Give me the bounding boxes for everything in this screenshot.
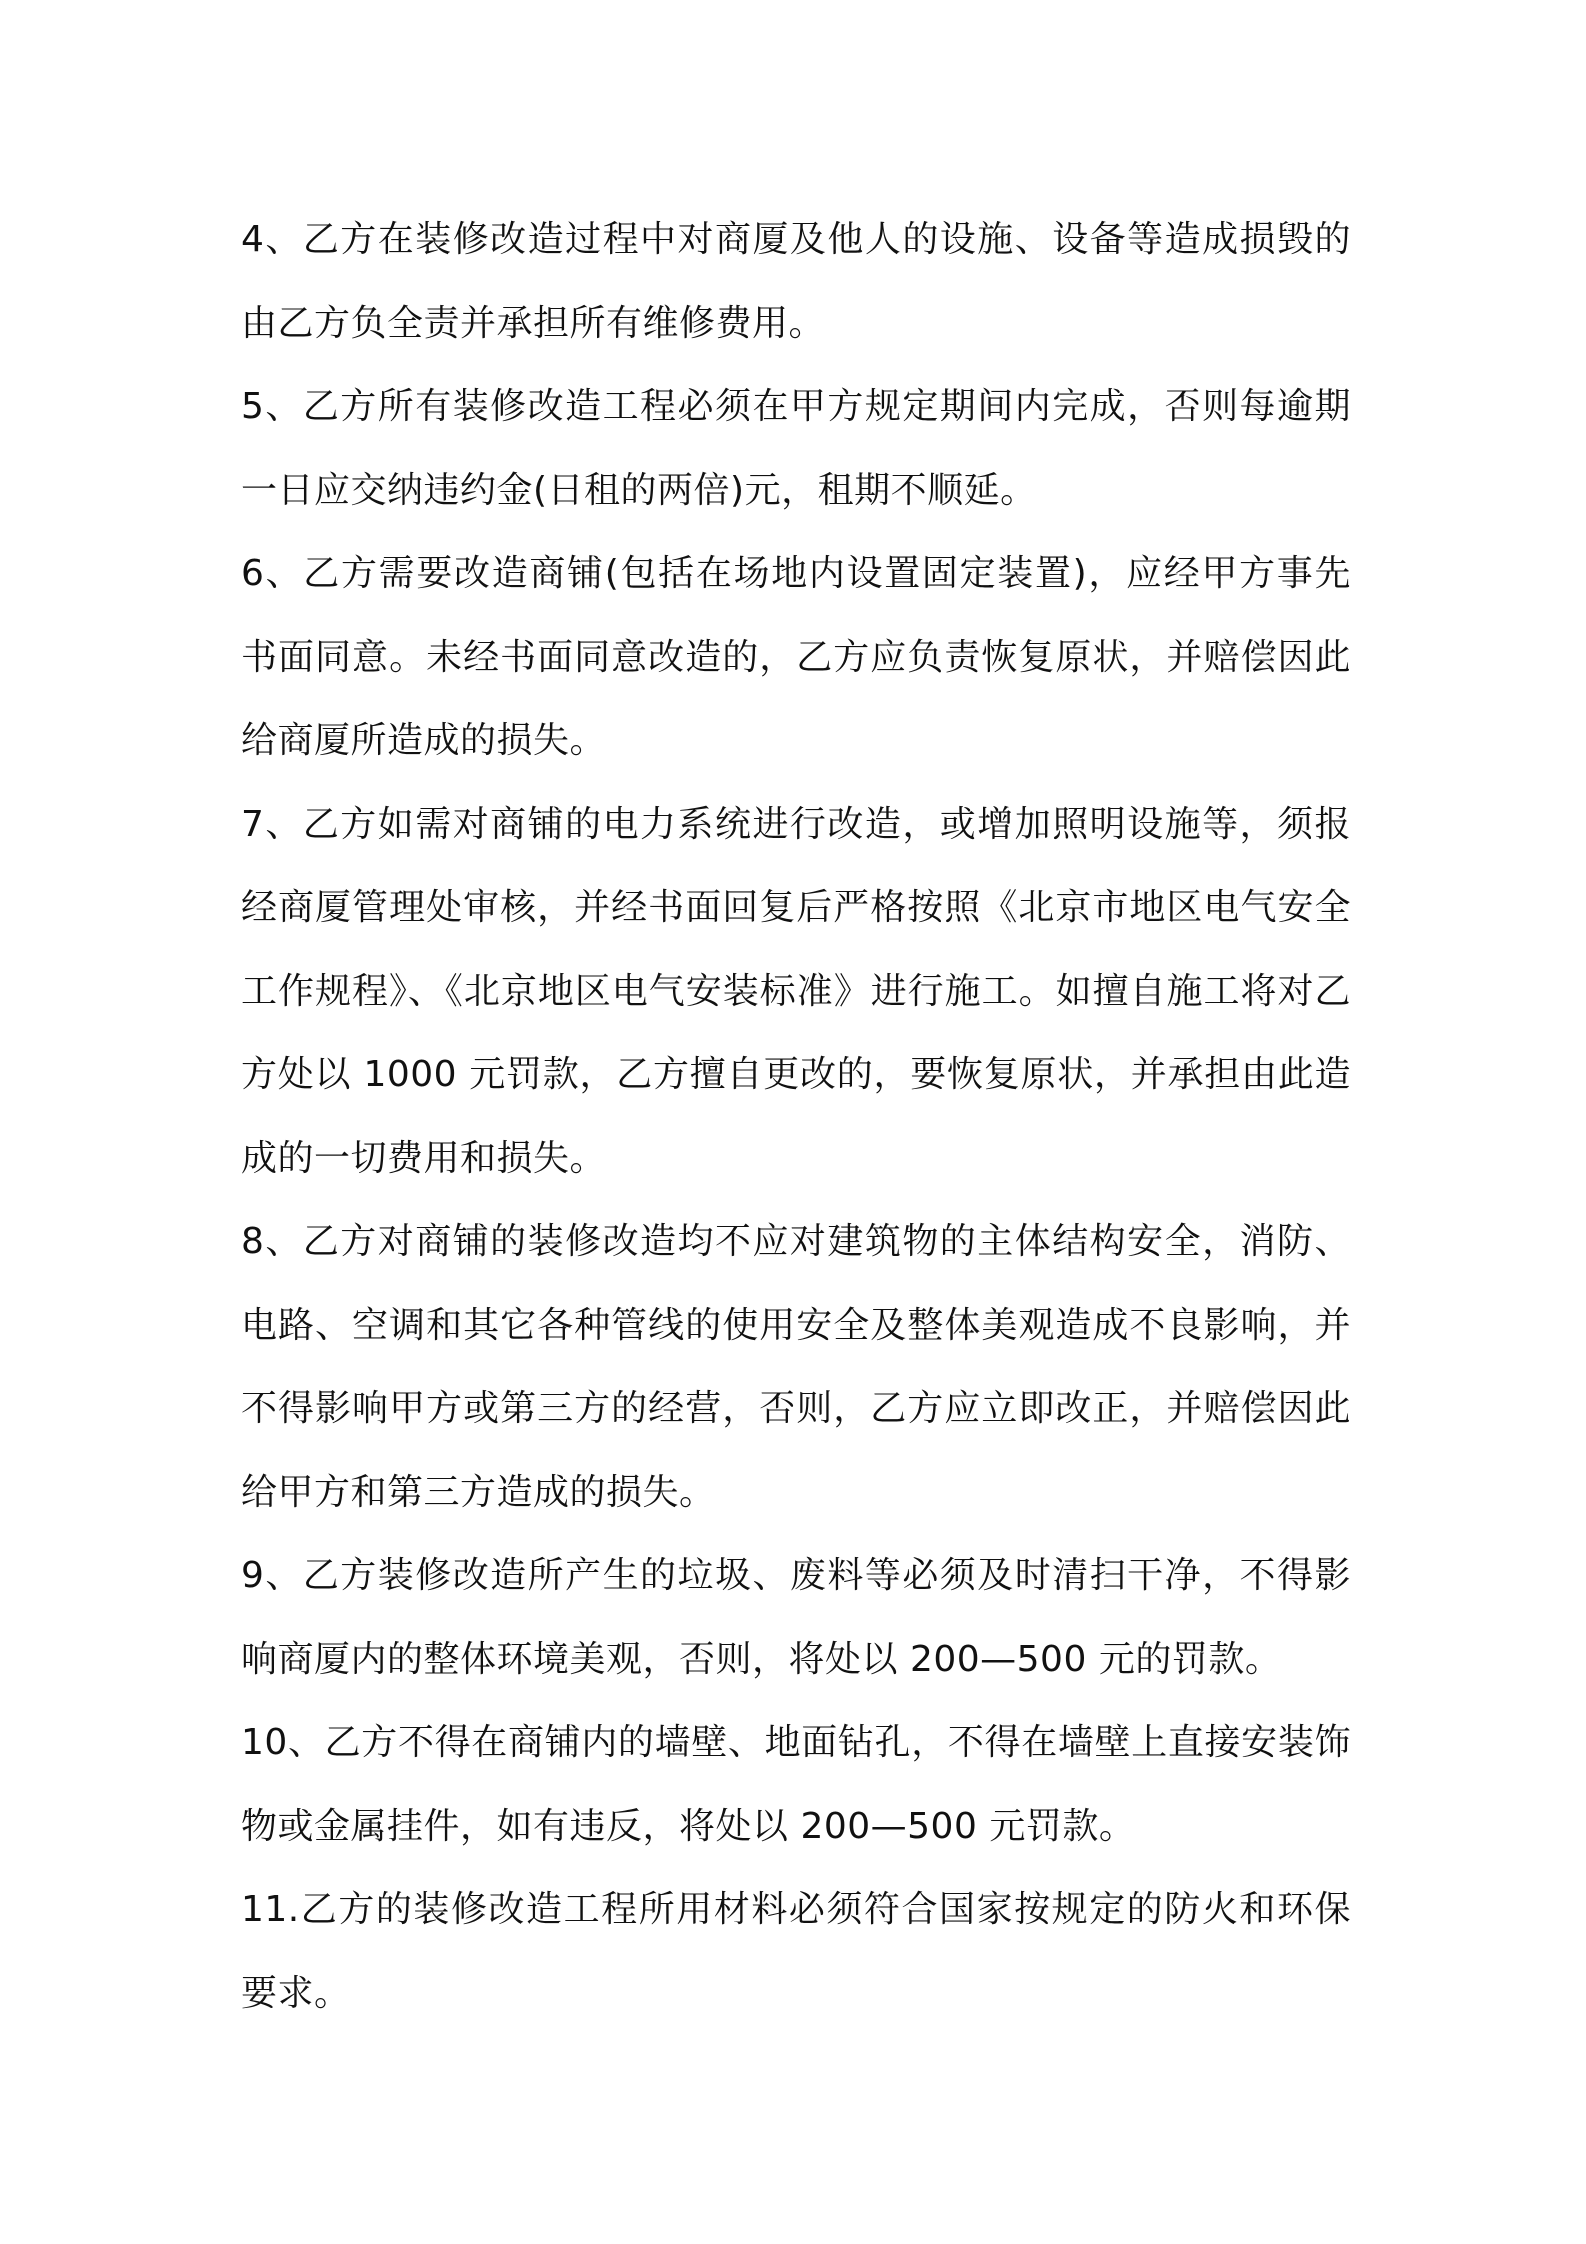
- text-line: 书面同意。未经书面同意改造的，乙方应负责恢复原状，并赔偿因此: [241, 636, 1351, 678]
- text-line: 6、乙方需要改造商铺(包括在场地内设置固定装置)，应经甲方事先: [241, 553, 1351, 594]
- text-line: 5、乙方所有装修改造工程必须在甲方规定期间内完成，否则每逾期: [241, 386, 1351, 427]
- text-line: 电路、空调和其它各种管线的使用安全及整体美观造成不良影响，并: [241, 1304, 1351, 1346]
- text-line: 经商厦管理处审核，并经书面回复后严格按照《北京市地区电气安全: [241, 887, 1351, 928]
- text-line: 成的一切费用和损失。: [241, 1137, 607, 1179]
- text-line: 给甲方和第三方造成的损失。: [241, 1471, 716, 1513]
- text-line: 由乙方负全责并承担所有维修费用。: [241, 302, 826, 344]
- text-line: 物或金属挂件，如有违反，将处以 200—500 元罚款。: [241, 1805, 1136, 1847]
- text-line: 一日应交纳违约金(日租的两倍)元，租期不顺延。: [241, 469, 1037, 511]
- text-line: 9、乙方装修改造所产生的垃圾、废料等必须及时清扫干净，不得影: [241, 1555, 1351, 1596]
- text-line: 工作规程》、《北京地区电气安装标准》进行施工。如擅自施工将对乙: [241, 970, 1351, 1012]
- text-line: 给商厦所造成的损失。: [241, 720, 607, 761]
- document-body: [241, 198, 1351, 2035]
- text-line: 4、乙方在装修改造过程中对商厦及他人的设施、设备等造成损毁的: [241, 219, 1351, 260]
- text-line: 7、乙方如需对商铺的电力系统进行改造，或增加照明设施等，须报: [241, 803, 1351, 845]
- text-line: 不得影响甲方或第三方的经营，否则，乙方应立即改正，并赔偿因此: [241, 1388, 1351, 1429]
- text-line: 方处以 1000 元罚款，乙方擅自更改的，要恢复原状，并承担由此造: [241, 1054, 1351, 1095]
- text-line: 8、乙方对商铺的装修改造均不应对建筑物的主体结构安全，消防、: [241, 1221, 1351, 1262]
- text-line: 响商厦内的整体环境美观，否则，将处以 200—500 元的罚款。: [241, 1638, 1282, 1680]
- text-line: 要求。: [241, 1972, 351, 2014]
- text-line: 10、乙方不得在商铺内的墙壁、地面钻孔，不得在墙壁上直接安装饰: [241, 1722, 1351, 1763]
- text-line: 11.乙方的装修改造工程所用材料必须符合国家按规定的防火和环保: [241, 1889, 1351, 1930]
